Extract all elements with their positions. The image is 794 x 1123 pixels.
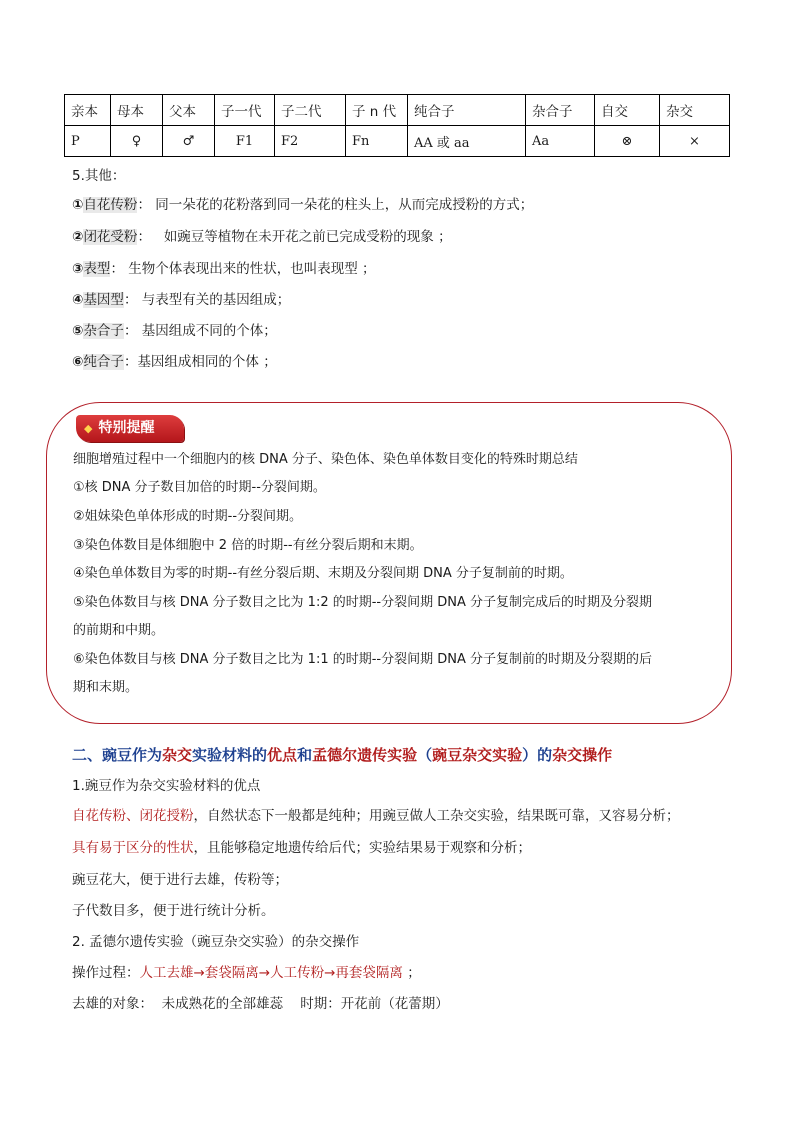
table-cell: AA 或 aa [408, 126, 526, 157]
table-cell: Aa [526, 126, 595, 157]
list-item [72, 227, 452, 247]
paragraph: 子代数目多，便于进行统计分析。 [72, 903, 275, 919]
reminder-line: 的前期和中期。 [73, 623, 165, 638]
list-item [72, 259, 376, 279]
symbol-table [64, 94, 730, 157]
reminder-line: ③染色体数目是体细胞中 2 倍的时期--有丝分裂后期和末期。 [73, 538, 423, 553]
title-part: 优点 [267, 746, 298, 764]
table-cell: F2 [275, 126, 346, 157]
table-cell: ♀ [111, 126, 163, 157]
highlight-text: 具有易于区分的性状 [72, 840, 194, 856]
item-separator: ： [123, 354, 138, 370]
table-cell: × [660, 126, 730, 157]
title-part: （ [417, 746, 433, 764]
item-text: 生物个体表现出来的性状，也叫表现型 ； [128, 261, 376, 277]
list-item [72, 290, 290, 310]
highlight-text: 人工去雄→套袋隔离→人工传粉→再套袋隔离 [139, 965, 403, 981]
title-part: 和 [297, 746, 313, 764]
paragraph-text: 未成熟花的全部雄蕊 [161, 996, 284, 1012]
item-term: 基因型 [83, 292, 124, 308]
title-part: ）的 [522, 746, 553, 764]
table-header-cell: 纯合子 [408, 95, 526, 126]
paragraph [72, 806, 680, 826]
title-part: 实验材料的 [192, 746, 268, 764]
paragraph-text: ，且能够稳定地遗传给后代；实验结果易于观察和分析； [193, 840, 531, 856]
subheading: 1.豌豆作为杂交实验材料的优点 [72, 778, 261, 794]
table-cell: Fn [346, 126, 408, 157]
item-number: ② [72, 229, 84, 245]
item-term: 杂合子 [83, 323, 124, 339]
others-heading: 5.其他： [72, 168, 126, 184]
paragraph-text: 开花前（花蕾期） [340, 996, 449, 1012]
table-header-cell: 父本 [163, 95, 215, 126]
item-separator: ： [137, 197, 151, 213]
title-part: 杂交操作 [552, 746, 613, 764]
item-text: 与表型有关的基因组成； [141, 292, 291, 308]
paragraph [72, 963, 421, 983]
item-text: 基因组成不同的个体； [141, 323, 277, 339]
table-header-cell: 母本 [111, 95, 163, 126]
paragraph-text: ； [402, 965, 421, 981]
highlight-text: 自花传粉、闭花授粉 [72, 808, 194, 824]
reminder-line: ⑤染色体数目与核 DNA 分子数目之比为 1:2 的时期--分裂间期 DNA 分子复制完成后的时期及分裂期 [73, 595, 653, 610]
reminder-line: ⑥染色体数目与核 DNA 分子数目之比为 1:1 的时期--分裂间期 DNA 分子复制前的时期及分裂期的后 [73, 652, 653, 667]
title-part: 二、豌豆作为 [72, 746, 163, 764]
label-text: 时期： [300, 996, 341, 1012]
table-cell: F1 [215, 126, 275, 157]
list-item [72, 352, 277, 372]
table-cell: ♂ [163, 126, 215, 157]
title-part: 豌豆杂交实验 [432, 746, 523, 764]
label-text: 去雄的对象： [72, 996, 153, 1012]
reminder-line: ②姐妹染色单体形成的时期--分裂间期。 [73, 509, 303, 524]
section-title [72, 744, 612, 766]
item-number: ① [72, 197, 84, 213]
item-number: ③ [72, 261, 84, 277]
paragraph-text: ，自然状态下一般都是纯种；用豌豆做人工杂交实验，结果既可靠，又容易分析； [193, 808, 680, 824]
reminder-line: ④染色单体数目为零的时期--有丝分裂后期、末期及分裂间期 DNA 分子复制前的时期。 [73, 566, 573, 581]
item-text: 如豌豆等植物在未开花之前已完成受粉的现象 ； [163, 229, 452, 245]
reminder-badge-label: 特别提醒 [98, 420, 155, 436]
reminder-intro: 细胞增殖过程中一个细胞内的核 DNA 分子、染色体、染色单体数目变化的特殊时期总结 [73, 452, 578, 467]
table-cell: P [65, 126, 111, 157]
item-term: 纯合子 [83, 354, 124, 370]
paragraph [72, 838, 531, 858]
item-term: 闭花受粉 [83, 229, 138, 245]
title-part: 杂交 [162, 746, 193, 764]
title-part: 孟德尔遗传实验 [312, 746, 418, 764]
item-number: ⑤ [72, 323, 84, 339]
item-term: 表型 [83, 261, 111, 277]
paragraph [72, 994, 449, 1014]
item-term: 自花传粉 [83, 197, 138, 213]
item-text: 同一朵花的花粉落到同一朵花的柱头上，从而完成授粉的方式； [155, 197, 534, 213]
table-header-cell: 亲本 [65, 95, 111, 126]
item-number: ④ [72, 292, 84, 308]
list-item [72, 321, 277, 341]
table-row [65, 126, 730, 157]
table-header-cell: 杂合子 [526, 95, 595, 126]
table-header-cell: 自交 [595, 95, 660, 126]
reminder-badge [76, 415, 184, 442]
table-header-cell: 子二代 [275, 95, 346, 126]
table-header-cell: 杂交 [660, 95, 730, 126]
reminder-line: 期和末期。 [73, 680, 139, 695]
label-text: 操作过程： [72, 965, 140, 981]
table-header-row [65, 95, 730, 126]
table-header-cell: 子 n 代 [346, 95, 408, 126]
list-item [72, 195, 533, 215]
item-separator: ： [123, 323, 138, 339]
reminder-line: ①核 DNA 分子数目加倍的时期--分裂间期。 [73, 480, 326, 495]
item-separator: ： [137, 229, 151, 245]
item-number: ⑥ [72, 354, 84, 370]
table-header-cell: 子一代 [215, 95, 275, 126]
table-cell: ⊗ [595, 126, 660, 157]
item-separator: ： [123, 292, 138, 308]
item-text: 基因组成相同的个体 ； [137, 354, 277, 370]
paragraph: 豌豆花大，便于进行去雄，传粉等； [72, 872, 288, 888]
diamond-icon: ◆ [84, 422, 93, 435]
subheading: 2. 孟德尔遗传实验（豌豆杂交实验）的杂交操作 [72, 934, 360, 950]
item-separator: ： [110, 261, 124, 277]
